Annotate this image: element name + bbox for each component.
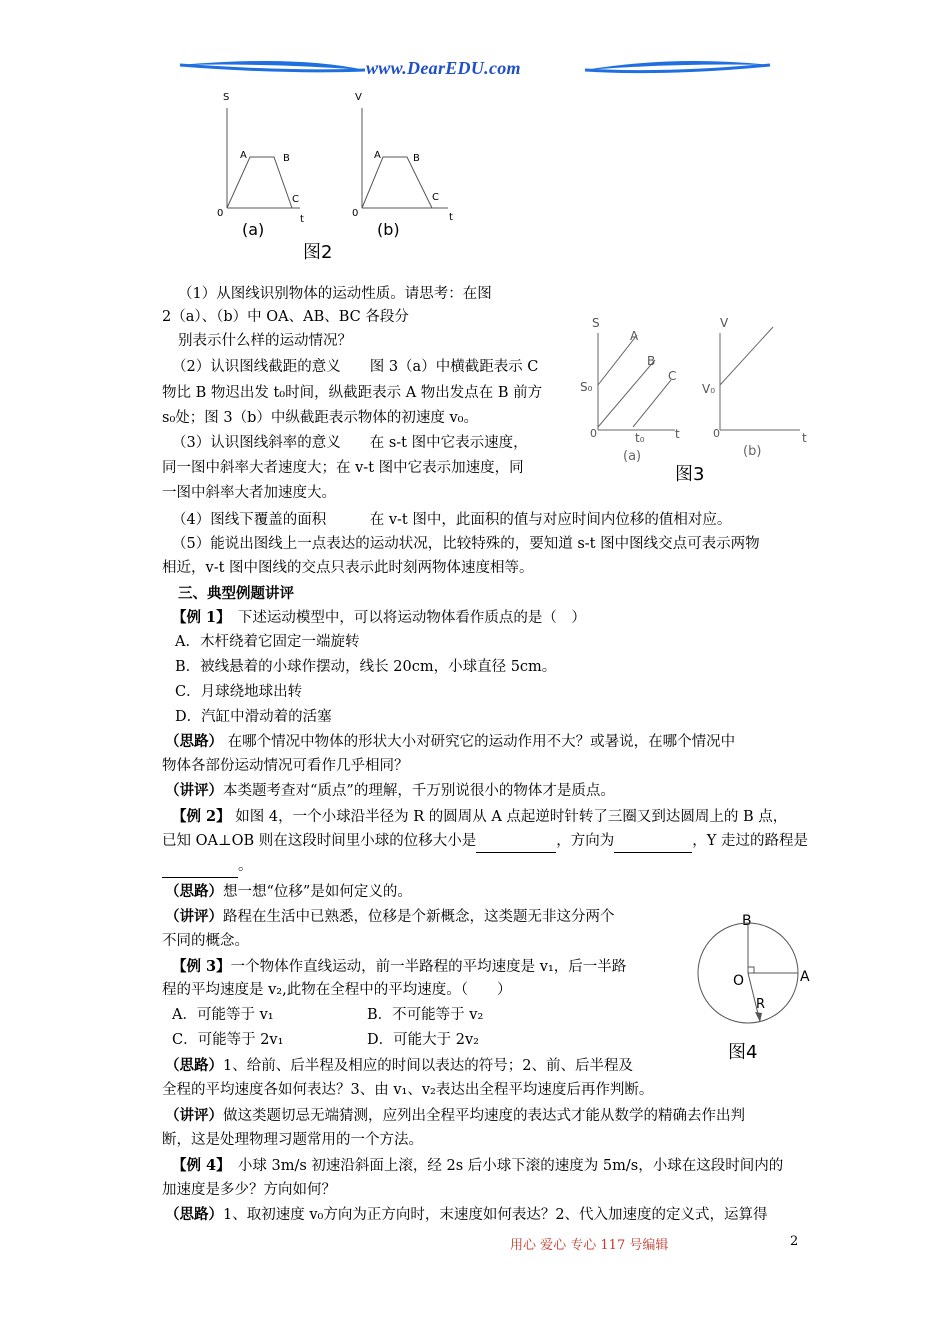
- ex3-review: （讲评）做这类题切忌无端猜测，应列出全程平均速度的表达式才能从数学的精确去作出判: [165, 1107, 745, 1124]
- site-title[interactable]: www.DearEDU.com: [366, 58, 521, 78]
- footer-note: 用心 爱心 专心 117 号编辑: [510, 1238, 669, 1253]
- fig3a-sublabel: (a): [623, 449, 642, 464]
- fig3a-line-c: C: [668, 369, 677, 383]
- page-number: 2: [790, 1234, 799, 1249]
- fig2a-sublabel: (a): [242, 220, 265, 239]
- text-line-7: （3）认识图线斜率的意义 在 s-t 图中它表示速度，: [172, 435, 528, 451]
- ex1-option-d: D．汽缸中滑动着的活塞: [175, 709, 332, 725]
- ex2-blank-3[interactable]: [162, 856, 238, 878]
- fig2b-y-label: V: [355, 92, 362, 103]
- ex2-review: （讲评）路程在生活中已熟悉，位移是个新概念，这类题无非这分两个: [165, 908, 615, 925]
- ex3-question: 【例 3】一个物体作直线运动，前一半路程的平均速度是 v₁，后一半路: [172, 958, 627, 975]
- ex2-question: 【例 2】 如图 4，一个小球沿半径为 R 的圆周从 A 点起逆时针转了三圈又到达圆周上的 B 点，: [172, 808, 788, 825]
- ex3-question-cont: 程的平均速度是 v₂,此物在全程中的平均速度。（ ）: [162, 982, 512, 998]
- ex3-option-c: C．可能等于 2v₁: [172, 1032, 284, 1048]
- ex1-think-cont: 物体各部份运动情况可看作几乎相同？: [162, 758, 409, 774]
- fig3a-x-label: t: [675, 427, 680, 441]
- ex2-review-cont: 不同的概念。: [162, 933, 249, 949]
- fig4-point-a: A: [800, 969, 810, 985]
- ex1-option-a: A．木杆绕着它固定一端旋转: [175, 634, 360, 650]
- fig2b-point-a: A: [374, 150, 381, 161]
- ex3-think: （思路）1、给前、后半程及相应的时间以表达的符号；2、前、后半程及: [165, 1057, 633, 1074]
- fig3b-x-label: t: [802, 431, 807, 445]
- fig3a-line-a: A: [630, 329, 639, 343]
- figure-2: [200, 80, 480, 270]
- fig3a-s0: S₀: [580, 380, 593, 394]
- text-line-2: 2（a）、（b）中 OA、AB、BC 各段分: [162, 309, 409, 325]
- fig3b-origin: 0: [713, 427, 720, 440]
- text-line-5: 物比 B 物迟出发 t₀时间，纵截距表示 A 物出发点在 B 前方: [162, 385, 543, 401]
- ex2-blank-1[interactable]: [476, 831, 556, 853]
- section-heading: 三、典型例题讲评: [178, 585, 294, 602]
- fig2b-point-b: B: [413, 153, 420, 164]
- fig3a-origin: 0: [590, 427, 597, 440]
- text-line-12: 相近，v-t 图中图线的交点只表示此时刻两物体速度相等。: [162, 560, 534, 576]
- ex4-question: 【例 4】 小球 3m/s 初速沿斜面上滚，经 2s 后小球下滚的速度为 5m/s，小球在这段时间内的: [172, 1157, 784, 1174]
- fig3a-t0: t₀: [635, 431, 645, 445]
- text-line-10: （4）图线下覆盖的面积 在 v-t 图中，此面积的值与对应时间内位移的值相对应。: [172, 512, 732, 528]
- figure-4: [690, 905, 820, 1065]
- fig3-caption: 图3: [675, 464, 705, 485]
- fig2b-origin: 0: [352, 208, 359, 219]
- text-line-3: 别表示什么样的运动情况？: [178, 333, 352, 349]
- fig4-point-b: B: [742, 913, 752, 929]
- fig2b-point-c: C: [432, 192, 439, 203]
- fig2b-sublabel: (b): [377, 220, 400, 239]
- fig3a-line-b: B: [647, 354, 656, 368]
- fig4-caption: 图4: [728, 1042, 758, 1063]
- text-line-6: s₀处；图 3（b）中纵截距表示物体的初速度 v₀。: [162, 410, 478, 426]
- text-line-4: （2）认识图线截距的意义 图 3（a）中横截距表示 C: [172, 359, 539, 375]
- ex3-option-a: A．可能等于 v₁: [172, 1007, 274, 1023]
- ex4-question-cont: 加速度是多少？方向如何？: [162, 1182, 336, 1198]
- fig3b-v0: V₀: [702, 382, 716, 396]
- ex3-option-b: B．不可能等于 v₂: [367, 1007, 484, 1023]
- fig2-caption: 图2: [303, 242, 333, 263]
- fig3a-y-label: S: [592, 316, 600, 330]
- ex1-option-c: C．月球绕地球出转: [175, 684, 303, 700]
- fig3b-y-label: V: [720, 316, 729, 330]
- ex4-think: （思路）1、取初速度 v₀方向为正方向时，末速度如何表达？2、代入加速度的定义式，运算得: [165, 1206, 768, 1223]
- fig2a-y-label: S: [223, 92, 230, 103]
- ex3-think-cont: 全程的平均速度各如何表达？3、由 v₁、v₂表达出全程平均速度后再作判断。: [162, 1082, 654, 1098]
- fig2a-point-b: B: [283, 153, 290, 164]
- text-line-9: 一图中斜率大者加速度大。: [162, 485, 336, 501]
- fig2a-origin: 0: [217, 208, 224, 219]
- fig4-radius-r: R: [756, 997, 766, 1012]
- fig2b-x-label: t: [449, 212, 453, 223]
- ex2-think: （思路）想一想“位移”是如何定义的。: [165, 883, 412, 900]
- text-line-1: （1）从图线识别物体的运动性质。请思考：在图: [178, 286, 492, 302]
- text-line-8: 同一图中斜率大者速度大；在 v-t 图中它表示加速度，同: [162, 460, 524, 476]
- ex1-think: （思路） 在哪个情况中物体的形状大小对研究它的运动作用不大？或暑说，在哪个情况中: [165, 733, 736, 750]
- ex2-question-cont: 已知 OA⊥OB 则在这段时间里小球的位移大小是 ，方向为 ，Y 走过的路程是: [162, 831, 808, 853]
- fig4-point-o: O: [733, 973, 745, 989]
- ex2-blank-2[interactable]: [614, 831, 692, 853]
- fig2a-point-a: A: [240, 150, 247, 161]
- fig2a-point-c: C: [292, 194, 299, 205]
- ex1-question: 【例 1】 下述运动模型中，可以将运动物体看作质点的是（ ）: [172, 609, 586, 626]
- ex3-review-cont: 断，这是处理物理习题常用的一个方法。: [162, 1132, 423, 1148]
- ex3-option-d: D．可能大于 2v₂: [367, 1032, 479, 1048]
- ex1-review: （讲评）本类题考查对“质点”的理解，千万别说很小的物体才是质点。: [165, 782, 615, 799]
- text-line-11: （5）能说出图线上一点表达的运动状况，比较特殊的，要知道 s-t 图中图线交点可表示两物: [172, 536, 760, 552]
- fig2a-x-label: t: [300, 214, 304, 225]
- figure-3: [575, 305, 835, 490]
- ex2-question-end: 。: [162, 856, 253, 878]
- fig3b-sublabel: (b): [743, 444, 762, 459]
- ex1-option-b: B．被线悬着的小球作摆动，线长 20cm，小球直径 5cm。: [175, 659, 557, 675]
